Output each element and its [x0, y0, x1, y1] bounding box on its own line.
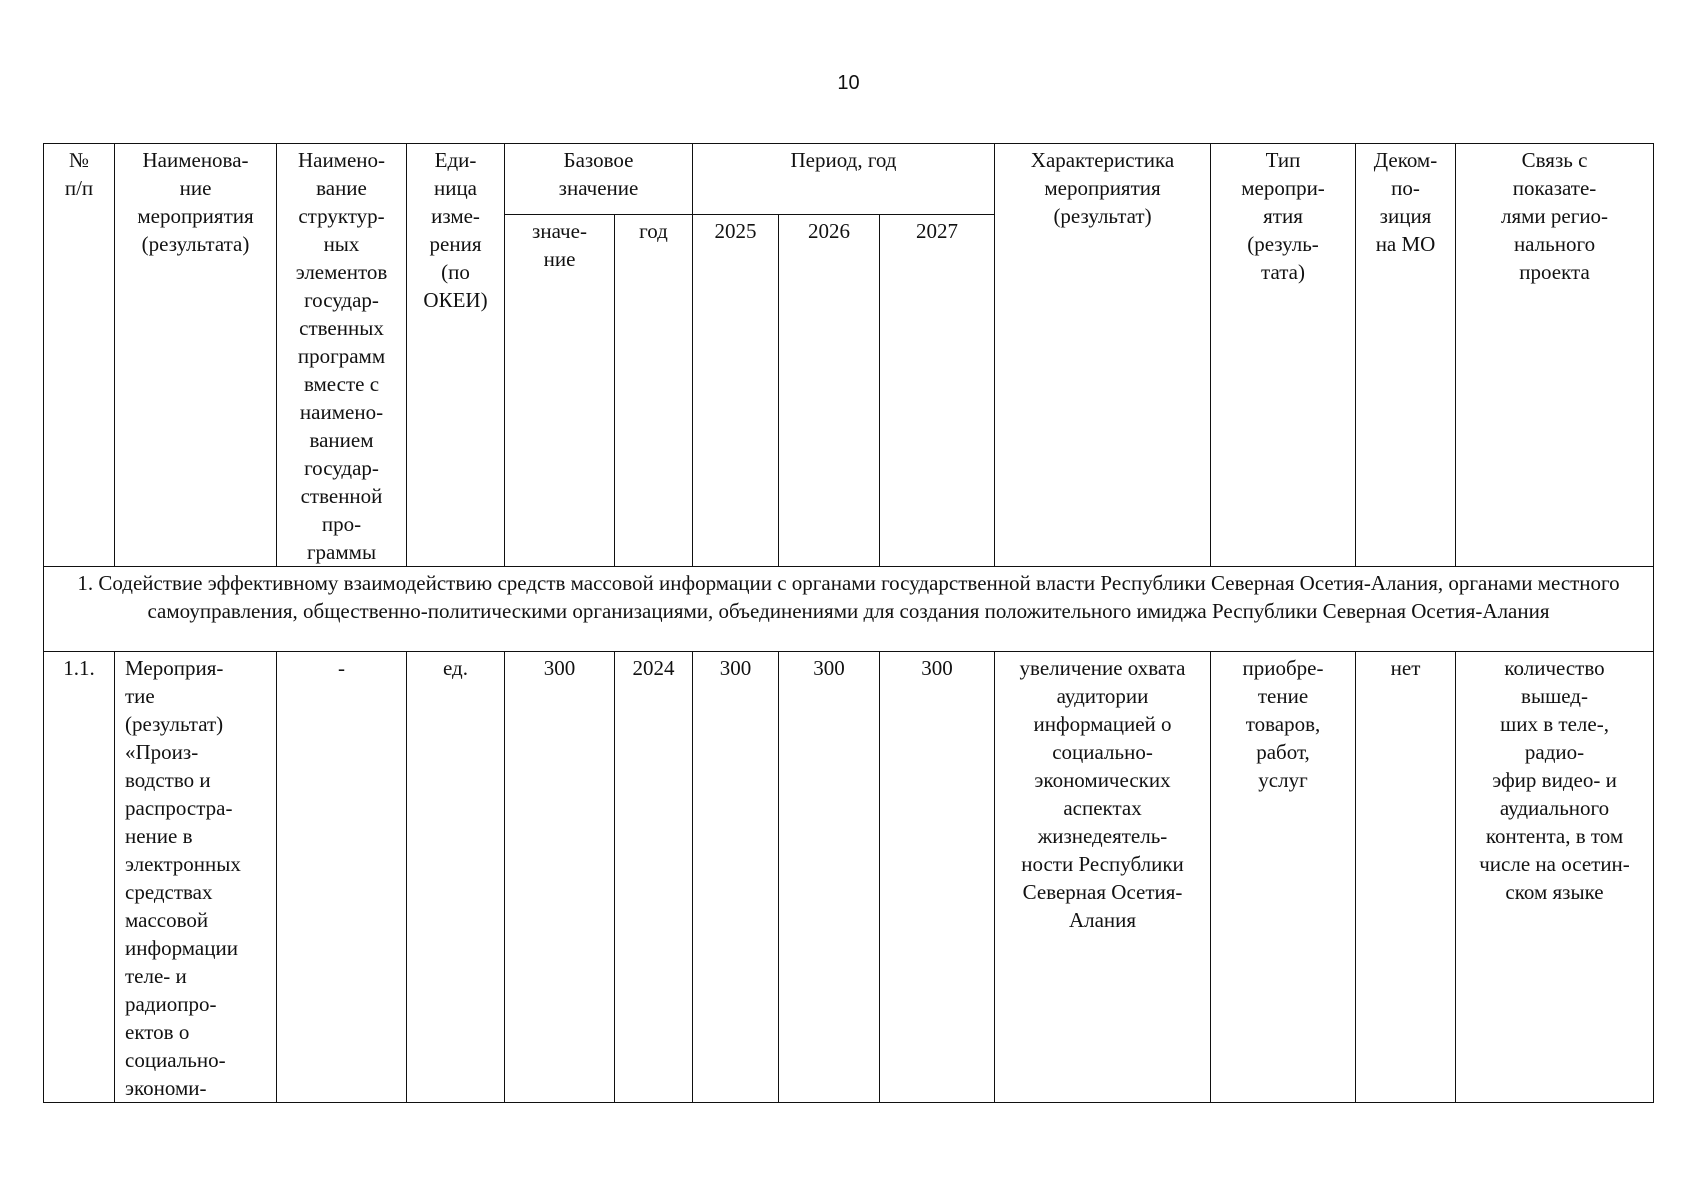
cell-year-2026: 300	[779, 652, 880, 1103]
header-year-2025: 2025	[693, 214, 779, 567]
cell-unit: ед.	[407, 652, 505, 1103]
header-unit: Еди- ница изме- рения (по ОКЕИ)	[407, 144, 505, 567]
cell-name: Мероприя- тие (результат) «Произ- водство и распростра- нение в электронных средствах массовой информации теле- и радиопро- ектов о социально- экономи-	[115, 652, 277, 1103]
cell-link: количество вышед- ших в теле-, радио- эфир видео- и аудиального контента, в том числе на осетин- ском языке	[1456, 652, 1654, 1103]
table-row	[44, 652, 1654, 1103]
header-year-2027: 2027	[880, 214, 995, 567]
header-decomposition: Деком- по- зиция на МО	[1356, 144, 1456, 567]
header-row-1	[44, 144, 1654, 215]
cell-type: приобре- тение товаров, работ, услуг	[1211, 652, 1356, 1103]
section-title: 1. Содействие эффективному взаимодействию средств массовой информации с органами государственной власти Республики Северная Осетия-Алания, органами местного самоуправления, общественно-политическими организациями, объединениями для создания положительного имиджа Республики Северная Осетия-Алания	[44, 567, 1654, 652]
header-year-2026: 2026	[779, 214, 880, 567]
header-period: Период, год	[693, 144, 995, 215]
cell-structural-elements: -	[277, 652, 407, 1103]
header-num: № п/п	[44, 144, 115, 567]
header-type: Тип меропри- ятия (резуль- тата)	[1211, 144, 1356, 567]
section-row	[44, 567, 1654, 652]
cell-characteristic: увеличение охвата аудитории информацией о социально- экономических аспектах жизнедеятель- ности Республики Северная Осетия- Алания	[995, 652, 1211, 1103]
header-base-year: год	[615, 214, 693, 567]
measures-table	[43, 143, 1654, 1103]
header-structural-elements: Наимено- вание структур- ных элементов государ- ственных программ вместе с наимено- ванием государ- ственной про- граммы	[277, 144, 407, 567]
header-name: Наименова- ние мероприятия (результата)	[115, 144, 277, 567]
cell-base-value: 300	[505, 652, 615, 1103]
page-number: 10	[837, 72, 860, 94]
header-base: Базовое значение	[505, 144, 693, 215]
header-link: Связь с показате- лями регио- нального проекта	[1456, 144, 1654, 567]
cell-num: 1.1.	[44, 652, 115, 1103]
header-characteristic: Характеристика мероприятия (результат)	[995, 144, 1211, 567]
header-base-value: значе- ние	[505, 214, 615, 567]
cell-year-2025: 300	[693, 652, 779, 1103]
cell-year-2027: 300	[880, 652, 995, 1103]
cell-base-year: 2024	[615, 652, 693, 1103]
cell-decomposition: нет	[1356, 652, 1456, 1103]
